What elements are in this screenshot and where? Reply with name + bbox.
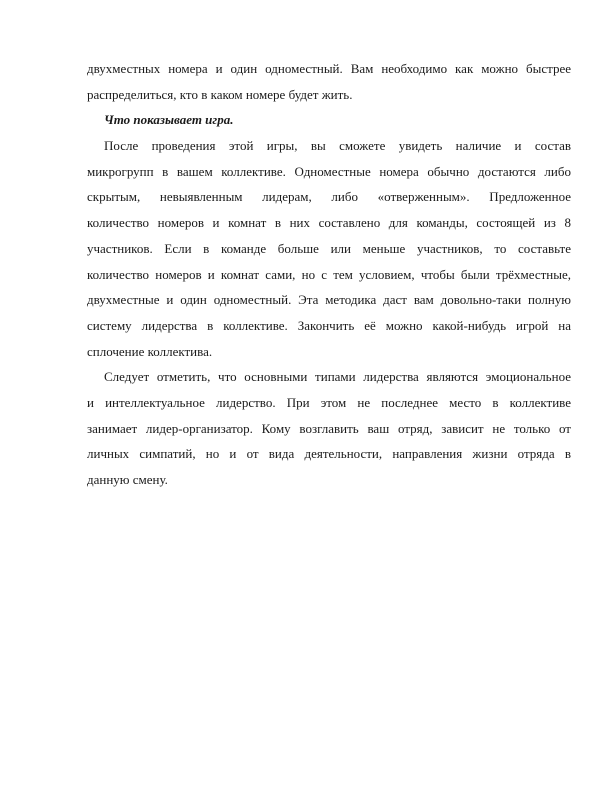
section-heading: Что показывает игра.: [104, 112, 234, 128]
text-line: систему лидерства в коллективе. Закончить её можно какой-нибудь игрой на: [87, 317, 571, 333]
text-line: количество номеров и комнат в них составлено для команды, состоящей из 8: [87, 215, 571, 231]
text-line: После проведения этой игры, вы сможете увидеть наличие и состав: [104, 138, 571, 154]
text-line: данную смену.: [87, 472, 168, 487]
text-line: количество номеров и комнат сами, но с тем условием, чтобы были трёхместные,: [87, 266, 571, 282]
text-line: распределиться, кто в каком номере будет жить.: [87, 86, 353, 102]
text-line: скрытым, невыявленным лидерам, либо «отверженным». Предложенное: [87, 189, 571, 205]
text-line: участников. Если в команде больше или меньше участников, то составьте: [87, 240, 571, 256]
text-line: микрогрупп в вашем коллективе. Одноместные номера обычно достаются либо: [87, 163, 571, 179]
document-body: [87, 56, 571, 493]
text-line: занимает лидер-организатор. Кому возглавить ваш отряд, зависит не только от: [87, 420, 571, 436]
text-line: и интеллектуальное лидерство. При этом не последнее место в коллективе: [87, 394, 571, 410]
text-line: Следует отметить, что основными типами лидерства являются эмоциональное: [104, 369, 571, 385]
text-line: сплочение коллектива.: [87, 343, 213, 359]
text-line: двухместные и один одноместный. Эта методика даст вам довольно-таки полную: [87, 292, 571, 308]
text-line: двухместных номера и один одноместный. Вам необходимо как можно быстрее: [87, 61, 571, 76]
text-line: личных симпатий, но и от вида деятельности, направления жизни отряда в: [87, 446, 571, 462]
